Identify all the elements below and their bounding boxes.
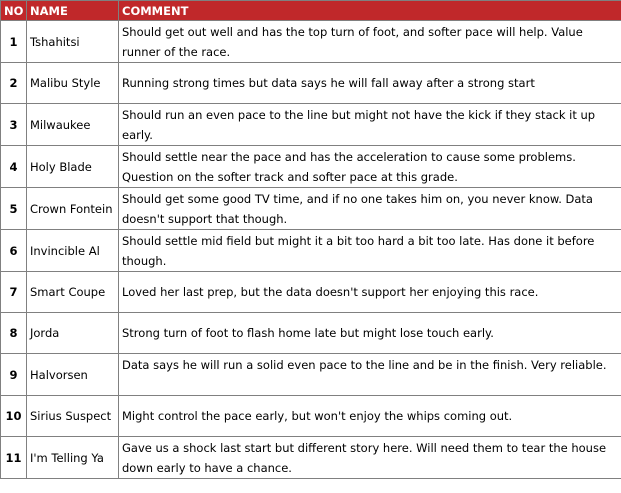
- runner-no: 9: [1, 354, 27, 396]
- runner-comment: Should settle mid field but might it a bit too hard a bit too late. Has done it before though.: [119, 230, 621, 272]
- runner-no: 5: [1, 188, 27, 230]
- runner-name: Smart Coupe: [27, 272, 119, 313]
- runner-no: 2: [1, 63, 27, 104]
- runner-name: Jorda: [27, 313, 119, 354]
- runner-comment: Loved her last prep, but the data doesn't support her enjoying this race.: [119, 272, 621, 313]
- table-row: [1, 272, 621, 313]
- runner-comment: Might control the pace early, but won't enjoy the whips coming out.: [119, 396, 621, 437]
- table-row: [1, 396, 621, 437]
- table-row: [1, 437, 621, 479]
- runner-name: Milwaukee: [27, 104, 119, 146]
- runner-name: Crown Fontein: [27, 188, 119, 230]
- runner-comment: Running strong times but data says he will fall away after a strong start: [119, 63, 621, 104]
- runner-comment: Strong turn of foot to flash home late but might lose touch early.: [119, 313, 621, 354]
- runner-comment: Data says he will run a solid even pace to the line and be in the finish. Very reliable.: [119, 354, 621, 396]
- table-row: [1, 313, 621, 354]
- runner-name: Malibu Style: [27, 63, 119, 104]
- runner-no: 3: [1, 104, 27, 146]
- table-row: [1, 104, 621, 146]
- runner-comment: Should run an even pace to the line but might not have the kick if they stack it up early.: [119, 104, 621, 146]
- runner-no: 10: [1, 396, 27, 437]
- runner-name: I'm Telling Ya: [27, 437, 119, 479]
- runner-no: 11: [1, 437, 27, 479]
- runner-no: 4: [1, 146, 27, 188]
- runner-comment: Gave us a shock last start but different story here. Will need them to tear the house down early to have a chance.: [119, 437, 621, 479]
- table-row: [1, 21, 621, 63]
- runner-name: Halvorsen: [27, 354, 119, 396]
- runner-comment: Should get some good TV time, and if no one takes him on, you never know. Data doesn't support that though.: [119, 188, 621, 230]
- runner-no: 8: [1, 313, 27, 354]
- runner-name: Sirius Suspect: [27, 396, 119, 437]
- header-row: [1, 1, 621, 21]
- runner-comment: Should settle near the pace and has the acceleration to cause some problems. Question on the softer track and softer pace at this grade.: [119, 146, 621, 188]
- header-name: NAME: [27, 1, 119, 21]
- header-comment: COMMENT: [119, 1, 621, 21]
- runner-name: Holy Blade: [27, 146, 119, 188]
- table-row: [1, 188, 621, 230]
- runner-comment: Should get out well and has the top turn of foot, and softer pace will help. Value runner of the race.: [119, 21, 621, 63]
- table-row: [1, 230, 621, 272]
- runner-name: Tshahitsi: [27, 21, 119, 63]
- table-row: [1, 354, 621, 396]
- runner-no: 7: [1, 272, 27, 313]
- runner-name: Invincible Al: [27, 230, 119, 272]
- runner-no: 6: [1, 230, 27, 272]
- header-no: NO: [1, 1, 27, 21]
- table-row: [1, 63, 621, 104]
- table-row: [1, 146, 621, 188]
- runner-no: 1: [1, 21, 27, 63]
